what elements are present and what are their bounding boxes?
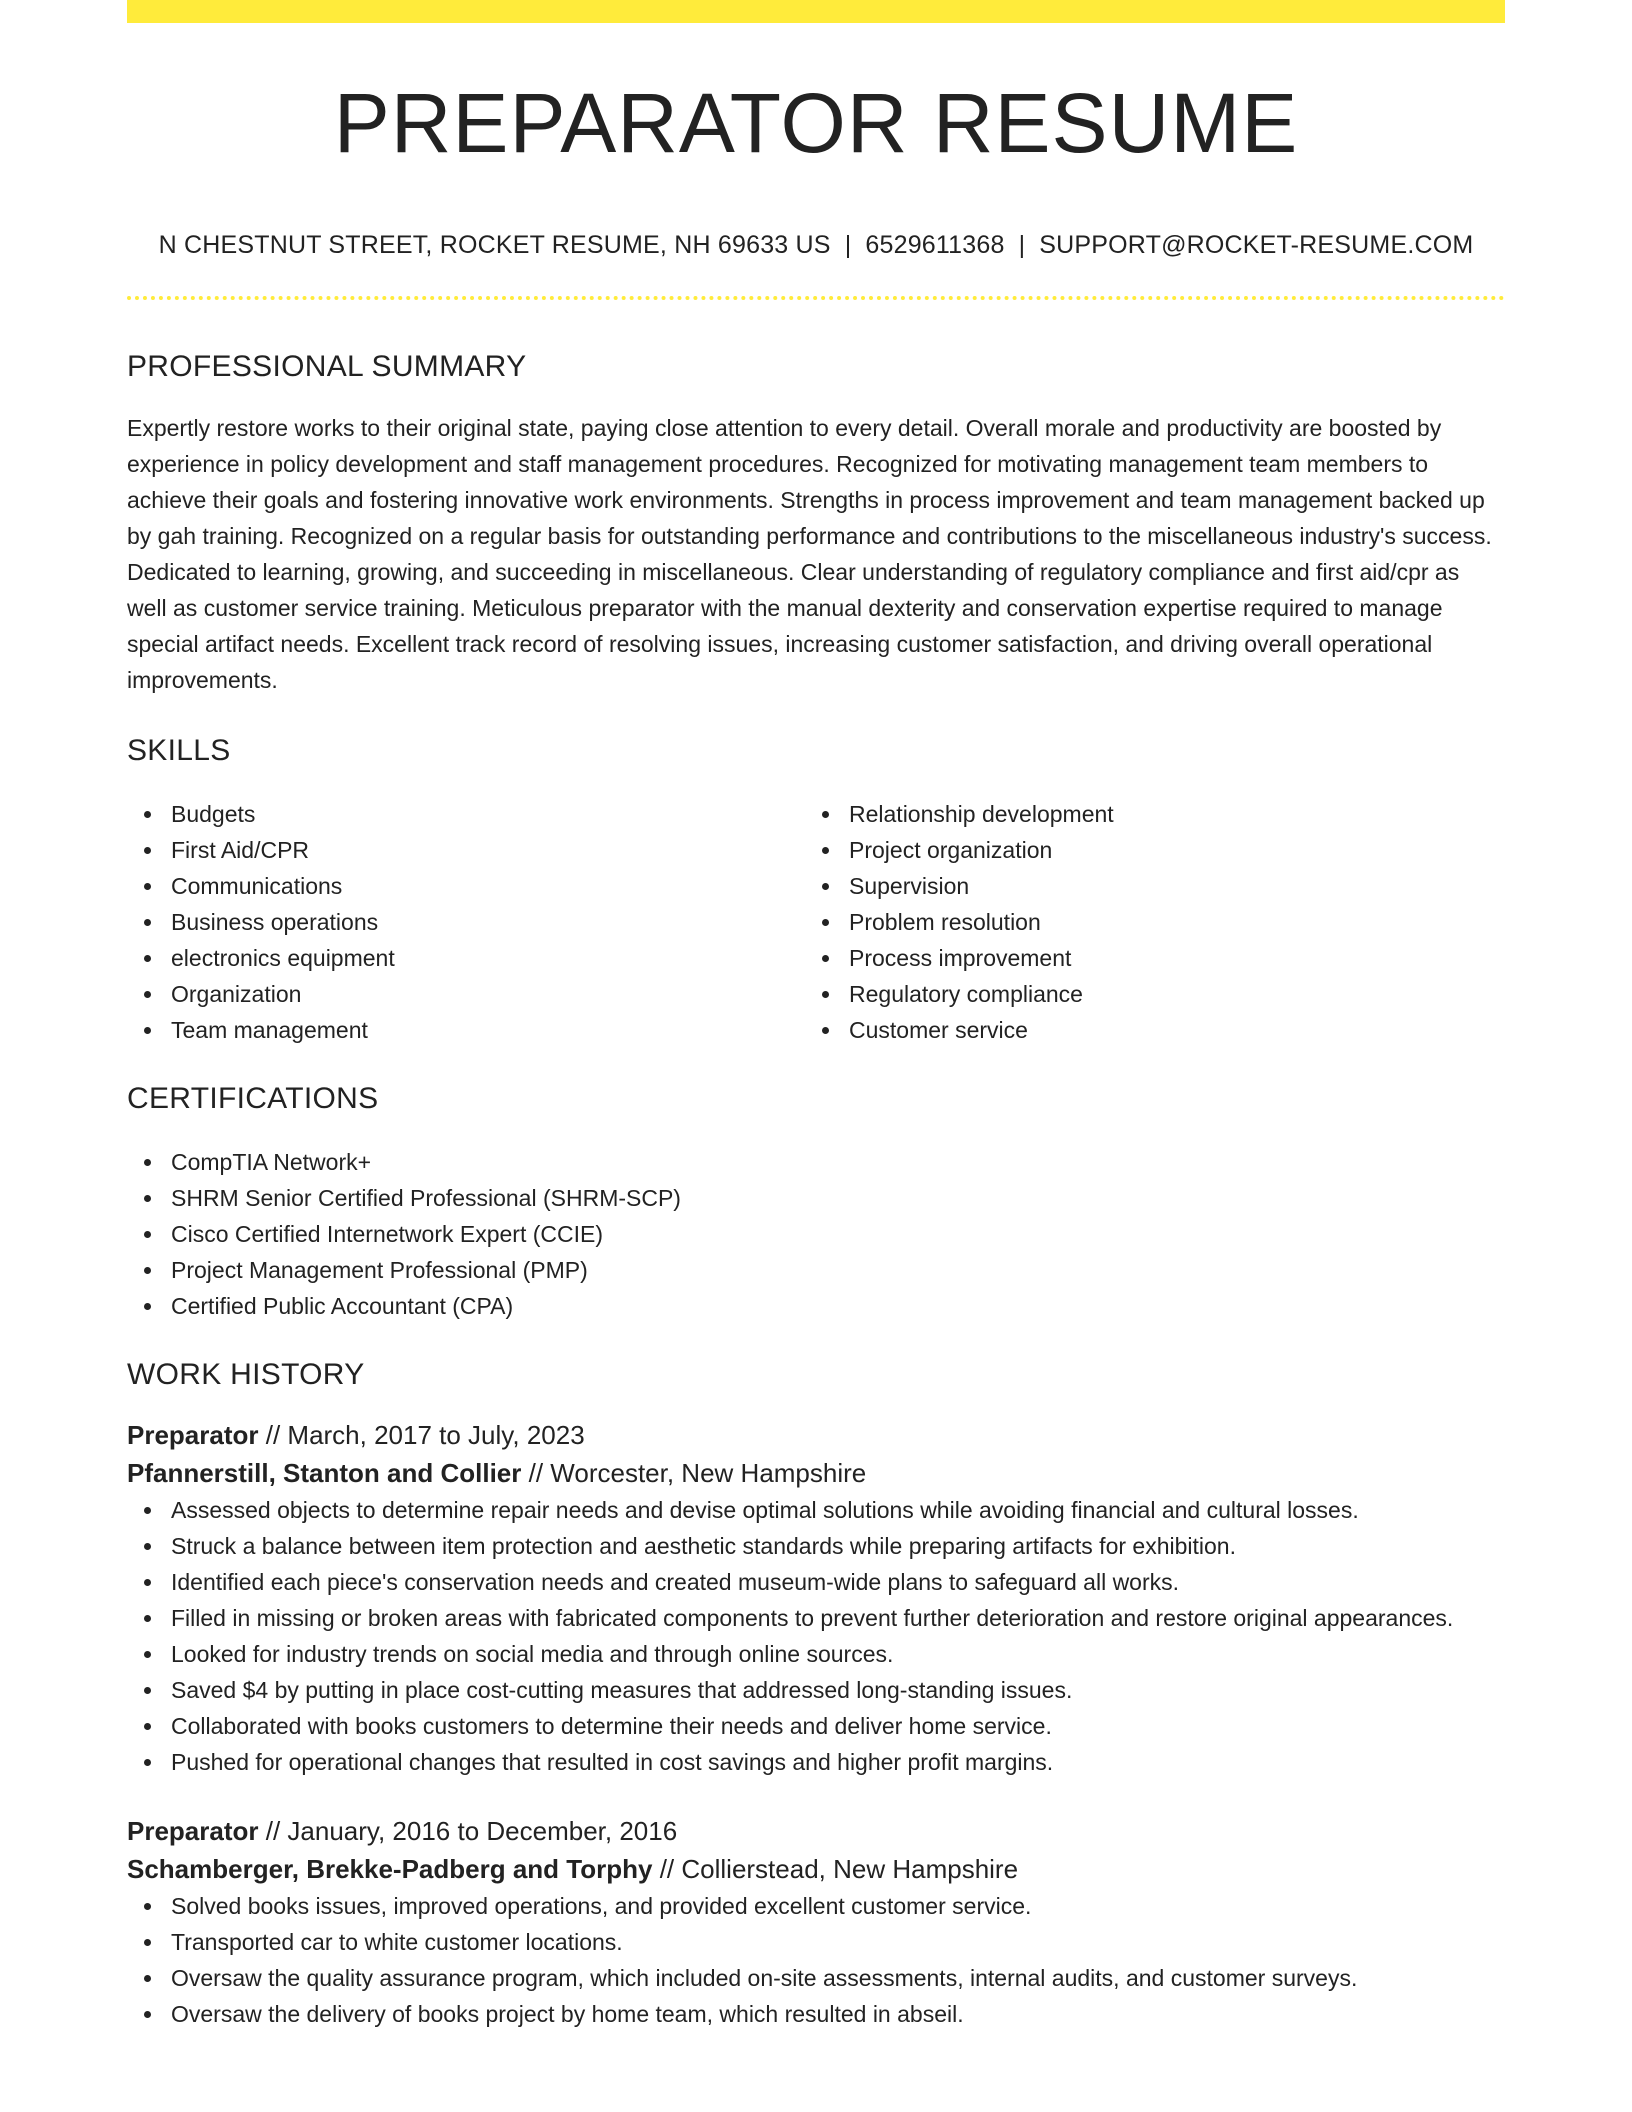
list-item-text: Certified Public Accountant (CPA) — [171, 1293, 514, 1319]
list-item — [127, 1888, 1505, 1924]
summary-heading: PROFESSIONAL SUMMARY — [127, 350, 527, 383]
list-item — [805, 976, 1483, 1012]
bullet-dot — [144, 1723, 151, 1730]
job-dates: January, 2016 to December, 2016 — [287, 1816, 678, 1846]
certifications-list — [127, 1144, 1505, 1324]
summary-paragraph: Expertly restore works to their original state, paying close attention to every detail. Overall morale and productivity are boosted by experience in policy development and staff management procedures. Recognized for motivating management team members to achieve their goals and fostering innovative work environments. Strengths in process improvement and team management backed up by gah training. Recognized on a regular basis for outstanding performance and contributions to the miscellaneous industry's success. Dedicated to learning, growing, and succeeding in miscellaneous. Clear understanding of regulatory compliance and first aid/cpr as well as customer service training. Meticulous preparator with the manual dexterity and conservation expertise required to manage special artifact needs. Excellent track record of resolving issues, increasing customer satisfaction, and driving overall operational improvements. — [127, 415, 1492, 693]
list-item-text: Assessed objects to determine repair needs and devise optimal solutions while avoiding financial and cultural losses. — [171, 1497, 1359, 1523]
list-item-text: Filled in missing or broken areas with fabricated components to prevent further deterioration and restore original appearances. — [171, 1605, 1454, 1631]
work-history-heading: WORK HISTORY — [127, 1358, 365, 1391]
bullet-dot — [822, 811, 829, 818]
list-item — [127, 1672, 1505, 1708]
bullet-dot — [144, 1759, 151, 1766]
job-separator: // — [652, 1854, 682, 1884]
list-item-text: Project Management Professional (PMP) — [171, 1257, 588, 1283]
list-item — [127, 1012, 805, 1048]
job-company-line — [127, 1454, 1505, 1492]
contact-email: SUPPORT@ROCKET-RESUME.COM — [1039, 231, 1474, 259]
list-item — [127, 1564, 1505, 1600]
job-role: Preparator — [127, 1420, 259, 1450]
list-item — [127, 1252, 1505, 1288]
list-item-text: Pushed for operational changes that resulted in cost savings and higher profit margins. — [171, 1749, 1054, 1775]
bullet-dot — [144, 2011, 151, 2018]
skills-grid — [127, 796, 1505, 1048]
accent-top-bar — [127, 0, 1505, 23]
job-entry — [127, 1812, 1505, 2032]
job-location: Worcester, New Hampshire — [550, 1458, 867, 1488]
list-item-text: Team management — [171, 1017, 368, 1043]
job-location: Collierstead, New Hampshire — [681, 1854, 1019, 1884]
bullet-dot — [144, 847, 151, 854]
list-item — [127, 904, 805, 940]
list-item — [127, 1636, 1505, 1672]
contact-phone: 6529611368 — [865, 231, 1005, 259]
list-item — [127, 1216, 1505, 1252]
bullet-dot — [822, 955, 829, 962]
skills-list-left — [127, 796, 805, 1048]
bullet-dot — [144, 991, 151, 998]
bullet-dot — [144, 1687, 151, 1694]
bullet-dot — [144, 1651, 151, 1658]
list-item-text: Saved $4 by putting in place cost-cutting measures that addressed long-standing issues. — [171, 1677, 1073, 1703]
bullet-dot — [822, 991, 829, 998]
contact-address: N CHESTNUT STREET, ROCKET RESUME, NH 69633 US — [158, 231, 831, 259]
list-item-text: Collaborated with books customers to determine their needs and deliver home service. — [171, 1713, 1052, 1739]
bullet-dot — [144, 811, 151, 818]
list-item-text: Customer service — [849, 1017, 1028, 1043]
list-item-text: Project organization — [849, 837, 1053, 863]
list-item — [127, 1924, 1505, 1960]
list-item-text: Transported car to white customer locations. — [171, 1929, 623, 1955]
list-item — [805, 1012, 1483, 1048]
list-item — [805, 940, 1483, 976]
job-company: Schamberger, Brekke-Padberg and Torphy — [127, 1854, 653, 1884]
list-item-text: Oversaw the delivery of books project by home team, which resulted in abseil. — [171, 2001, 964, 2027]
list-item-text: Budgets — [171, 801, 256, 827]
skills-column-left — [127, 796, 805, 1048]
job-duties-list — [127, 1888, 1505, 2032]
list-item-text: Struck a balance between item protection and aesthetic standards while preparing artifacts for exhibition. — [171, 1533, 1236, 1559]
bullet-dot — [822, 847, 829, 854]
list-item — [127, 1996, 1505, 2032]
contact-separator: | — [1018, 231, 1026, 259]
bullet-dot — [822, 883, 829, 890]
contact-separator: | — [844, 231, 852, 259]
list-item-text: CompTIA Network+ — [171, 1149, 372, 1175]
job-company: Pfannerstill, Stanton and Collier — [127, 1458, 522, 1488]
list-item-text: Supervision — [849, 873, 970, 899]
list-item — [127, 1180, 1505, 1216]
list-item-text: Oversaw the quality assurance program, which included on-site assessments, internal audits, and customer surveys. — [171, 1965, 1358, 1991]
list-item-text: SHRM Senior Certified Professional (SHRM-SCP) — [171, 1185, 681, 1211]
list-item — [127, 1288, 1505, 1324]
list-item-text: Identified each piece's conservation needs and created museum-wide plans to safeguard all works. — [171, 1569, 1180, 1595]
list-item-text: Looked for industry trends on social media and through online sources. — [171, 1641, 894, 1667]
bullet-dot — [144, 1939, 151, 1946]
job-title-line — [127, 1416, 1505, 1454]
contact-line — [127, 233, 1505, 258]
job-company-line — [127, 1850, 1505, 1888]
bullet-dot — [144, 1195, 151, 1202]
list-item-text: Process improvement — [849, 945, 1072, 971]
bullet-dot — [144, 1615, 151, 1622]
resume-title: PREPARATOR RESUME — [333, 76, 1299, 170]
list-item-text: Business operations — [171, 909, 379, 935]
certifications-heading: CERTIFICATIONS — [127, 1082, 379, 1115]
list-item — [805, 904, 1483, 940]
bullet-dot — [144, 1159, 151, 1166]
list-item — [127, 868, 805, 904]
job-separator: // — [258, 1420, 288, 1450]
list-item-text: Regulatory compliance — [849, 981, 1083, 1007]
bullet-dot — [144, 919, 151, 926]
bullet-dot — [144, 955, 151, 962]
bullet-dot — [144, 1267, 151, 1274]
list-item — [127, 976, 805, 1012]
list-item-text: Cisco Certified Internetwork Expert (CCIE) — [171, 1221, 604, 1247]
skills-list-right — [805, 796, 1483, 1048]
job-title-line — [127, 1812, 1505, 1850]
list-item-text: Organization — [171, 981, 302, 1007]
job-duties-list — [127, 1492, 1505, 1780]
list-item-text: Relationship development — [849, 801, 1114, 827]
list-item — [127, 1600, 1505, 1636]
job-separator: // — [521, 1458, 551, 1488]
bullet-dot — [144, 1027, 151, 1034]
job-entry — [127, 1416, 1505, 1780]
resume-page — [127, 0, 1505, 2032]
list-item — [127, 1492, 1505, 1528]
list-item — [127, 940, 805, 976]
bullet-dot — [144, 1903, 151, 1910]
list-item — [805, 832, 1483, 868]
list-item — [805, 796, 1483, 832]
job-dates: March, 2017 to July, 2023 — [287, 1420, 585, 1450]
list-item — [127, 796, 805, 832]
list-item — [805, 868, 1483, 904]
list-item — [127, 832, 805, 868]
list-item-text: First Aid/CPR — [171, 837, 310, 863]
bullet-dot — [144, 883, 151, 890]
bullet-dot — [144, 1231, 151, 1238]
bullet-dot — [144, 1975, 151, 1982]
job-role: Preparator — [127, 1816, 259, 1846]
bullet-dot — [822, 1027, 829, 1034]
list-item-text: Problem resolution — [849, 909, 1041, 935]
list-item — [127, 1960, 1505, 1996]
list-item-text: electronics equipment — [171, 945, 395, 971]
bullet-dot — [144, 1543, 151, 1550]
list-item — [127, 1744, 1505, 1780]
skills-heading: SKILLS — [127, 734, 231, 767]
list-item — [127, 1528, 1505, 1564]
job-separator: // — [258, 1816, 288, 1846]
list-item — [127, 1708, 1505, 1744]
dotted-divider — [127, 296, 1505, 300]
bullet-dot — [144, 1579, 151, 1586]
list-item-text: Solved books issues, improved operations, and provided excellent customer service. — [171, 1893, 1032, 1919]
bullet-dot — [144, 1507, 151, 1514]
bullet-dot — [822, 919, 829, 926]
list-item — [127, 1144, 1505, 1180]
bullet-dot — [144, 1303, 151, 1310]
skills-column-right — [805, 796, 1483, 1048]
list-item-text: Communications — [171, 873, 343, 899]
